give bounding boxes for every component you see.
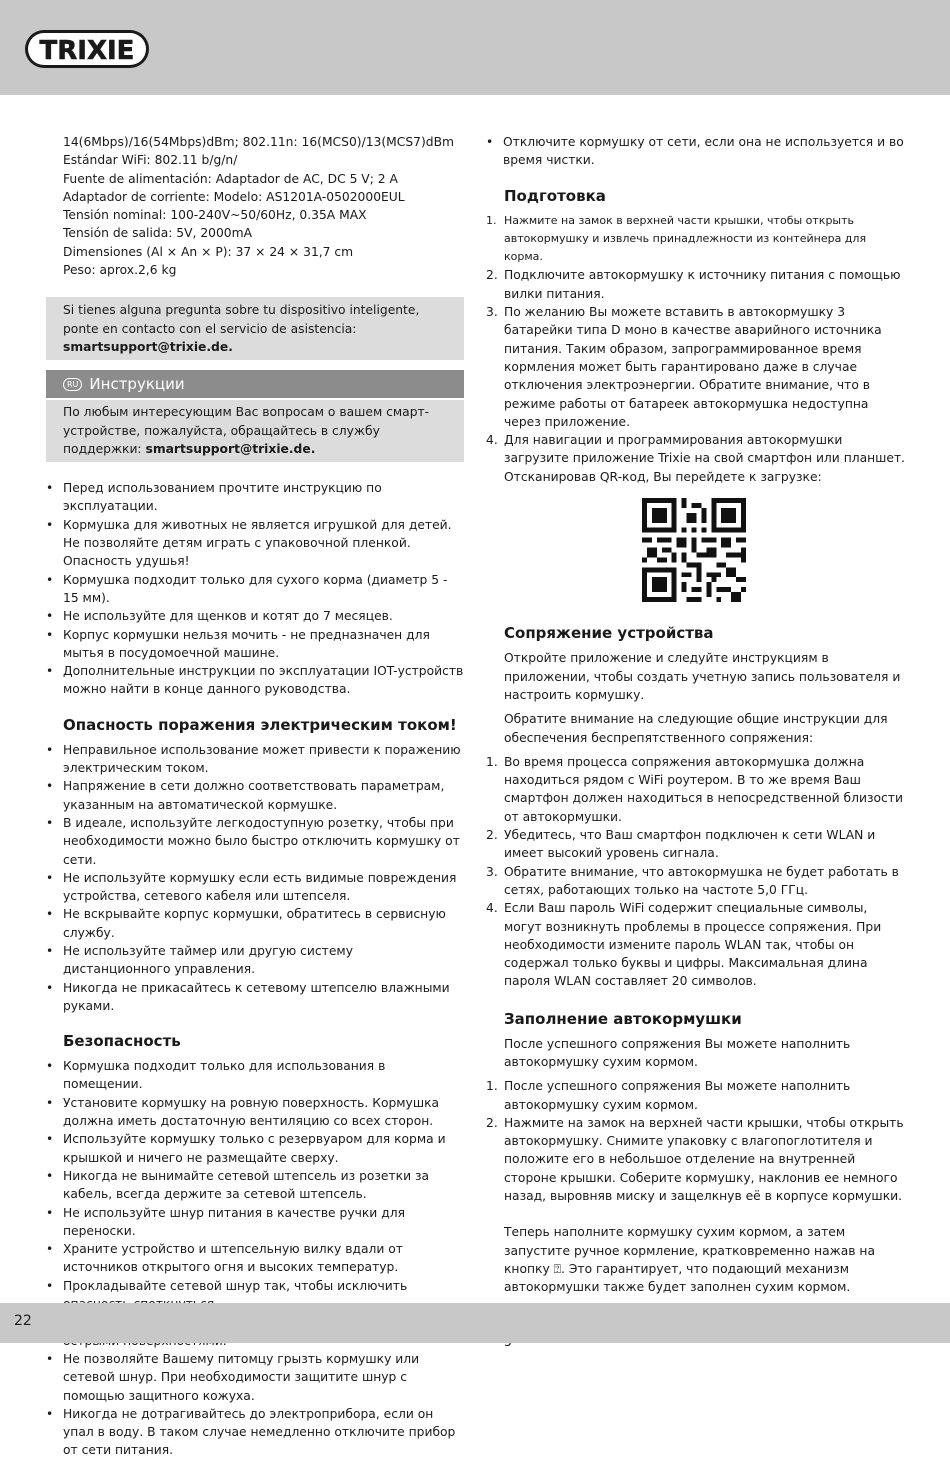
page-footer bbox=[0, 1303, 950, 1343]
list-item: • Никогда не вынимайте сетевой штепсель из розетки за кабель, всегда держите за сетевой штепсель. bbox=[46, 1167, 464, 1204]
preparation-heading: Подготовка bbox=[504, 186, 606, 205]
top-bullet-list bbox=[486, 133, 906, 170]
page-number: 22 bbox=[14, 1313, 32, 1329]
list-item: • Неправильное использование может привести к поражению электрическим током. bbox=[46, 741, 464, 778]
electric-bullet-list bbox=[46, 741, 464, 1015]
es-support-email[interactable]: smartsupport@trixie.de. bbox=[63, 339, 233, 354]
list-item: 2. Убедитесь, что Ваш смартфон подключен к сети WLAN и имеет высокий уровень сигнала. bbox=[486, 828, 876, 861]
list-item: 4. Для навигации и программирования автокормушки загрузите приложение Trixie на свой смартфон или планшет. Отсканировав QR-код, Вы перейдете к загрузке: bbox=[486, 433, 906, 484]
list-item: • Установите кормушку на ровную поверхность. Кормушка должна иметь достаточную вентиляцию со всех сторон. bbox=[46, 1094, 464, 1131]
safety-heading: Безопасность bbox=[63, 1032, 181, 1051]
spec-line: Estándar WiFi: 802.11 b/g/n/ bbox=[63, 153, 238, 168]
left-column bbox=[46, 133, 464, 1460]
filling-paragraph-2: Теперь наполните кормушку сухим кормом, а затем запустите ручное кормление, кратковременно нажав на кнопку ⍰. Это гарантирует, что подающий механизм автокормушки также будет заполнен сухим кормом. bbox=[504, 1225, 875, 1295]
ru-support-box bbox=[46, 400, 464, 462]
list-item: 3. Обратите внимание, что автокормушка не будет работать в сетях, работающих только на частоте 5,0 ГГц. bbox=[486, 864, 899, 897]
svg-text:TRIXIE: TRIXIE bbox=[39, 36, 135, 66]
list-item: • Не используйте таймер или другую систему дистанционного управления. bbox=[46, 942, 464, 979]
list-item: • Перед использованием прочтите инструкцию по эксплуатации. bbox=[46, 479, 464, 516]
list-item: 2. Нажмите на замок на верхней части крышки, чтобы открыть автокормушку. Снимите упаковку с влагопоглотителя и положите его в небольшое отделение на внутренней стороне крышки. Соберите кормушку, наклонив ее немного назад, выровняв миску и защелкнув её в корпусе кормушки. bbox=[486, 1115, 904, 1204]
list-item: 1. Во время процесса сопряжения автокормушка должна находиться рядом с WiFi роутером. В то же время Ваш смартфон должен находиться в непосредственной близости от автокормушки. bbox=[486, 754, 903, 824]
spec-line: Adaptador de corriente: Modelo: AS1201A-0502000EUL bbox=[63, 189, 405, 204]
preparation-steps bbox=[486, 212, 906, 486]
list-item: • Дополнительные инструкции по эксплуатации IOT-устройств можно найти в конце данного руководства. bbox=[46, 662, 464, 699]
list-item: • Никогда не прикасайтесь к сетевому штепселю влажными руками. bbox=[46, 979, 464, 1016]
spec-line: Peso: aprox.2,6 kg bbox=[63, 263, 177, 278]
spec-line: Tensión de salida: 5V, 2000mA bbox=[63, 226, 253, 241]
list-item: • Кормушка подходит только для сухого корма (диаметр 5 - 15 мм). bbox=[46, 571, 464, 608]
list-item: • Никогда не дотрагивайтесь до электроприбора, если он упал в воду. В таком случае немедленно отключите прибор от сети питания. bbox=[46, 1405, 464, 1460]
ru-section-header bbox=[46, 370, 464, 398]
page-header bbox=[0, 0, 950, 95]
trixie-logo bbox=[22, 20, 152, 78]
ru-language-badge: RU bbox=[63, 378, 82, 391]
right-column bbox=[486, 133, 906, 1351]
list-item: • Не используйте кормушку если есть видимые повреждения устройства, сетевого кабеля или штепселя. bbox=[46, 869, 464, 906]
list-item: • Используйте кормушку только с резервуаром для корма и крышкой и ничего не размещайте сверху. bbox=[46, 1130, 464, 1167]
list-item: • Напряжение в сети должно соответствовать параметрам, указанным на автоматической кормушке. bbox=[46, 777, 464, 814]
safety-bullet-list bbox=[46, 1057, 464, 1460]
list-item: • Корпус кормушки нельзя мочить - не предназначен для мытья в посудомоечной машине. bbox=[46, 626, 464, 663]
list-item: 1. Нажмите на замок в верхней части крышки, чтобы открыть автокормушку и извлечь принадлежности из контейнера для корма. bbox=[486, 213, 867, 264]
spec-line: Dimensiones (Al × An × P): 37 × 24 × 31,7 cm bbox=[63, 244, 354, 259]
electric-hazard-heading: Опасность поражения электрическим током! bbox=[63, 715, 457, 734]
spec-line: Tensión nominal: 100-240V~50/60Hz, 0.35A MAX bbox=[63, 208, 367, 223]
filling-paragraph: После успешного сопряжения Вы можете наполнить автокормушку сухим кормом. bbox=[504, 1036, 851, 1069]
list-item: • Отключите кормушку от сети, если она не используется и во время чистки. bbox=[486, 133, 906, 170]
spec-line: 14(6Mbps)/16(54Mbps)dBm; 802.11n: 16(MCS0)/13(MCS7)dBm bbox=[63, 135, 454, 149]
list-item: 1. После успешного сопряжения Вы можете наполнить автокормушку сухим кормом. bbox=[486, 1079, 851, 1112]
list-item: • Не позволяйте Вашему питомцу грызть кормушку или сетевой шнур. При необходимости защитите шнур с помощью защитного кожуха. bbox=[46, 1350, 464, 1405]
ru-support-text: По любым интересующим Вас вопросам о вашем смарт-устройстве, пожалуйста, обращайтесь в службу поддержки: bbox=[63, 405, 430, 456]
ru-support-email[interactable]: smartsupport@trixie.de. bbox=[145, 441, 316, 456]
list-item: • Не используйте для щенков и котят до 7 месяцев. bbox=[46, 607, 464, 625]
ru-section-title: Инструкции bbox=[89, 375, 185, 394]
filling-heading: Заполнение автокормушки bbox=[504, 1009, 742, 1028]
pairing-steps bbox=[486, 753, 906, 991]
list-item: 3. По желанию Вы можете вставить в автокормушку 3 батарейки типа D моно в качестве аварийного источника питания. Таким образом, запрограммированное время кормления может быть гарантировано даже в случае отключения электроэнергии. Обратите внимание, что в режиме работы от батареек автокормушка недоступна через приложение. bbox=[486, 305, 882, 429]
qr-code[interactable] bbox=[642, 498, 746, 602]
pairing-paragraph: Откройте приложение и следуйте инструкциям в приложении, чтобы создать учетную запись пользователя и настроить кормушку. bbox=[504, 651, 901, 702]
list-item: • Не вскрывайте корпус кормушки, обратитесь в сервисную службу. bbox=[46, 905, 464, 942]
spec-line: Fuente de alimentación: Adaptador de AC, DC 5 V; 2 A bbox=[63, 171, 398, 186]
list-item: • В идеале, используйте легкодоступную розетку, чтобы при необходимости можно было быстро отключить кормушку от сети. bbox=[46, 814, 464, 869]
list-item: • Не используйте шнур питания в качестве ручки для переноски. bbox=[46, 1204, 464, 1241]
pairing-heading: Сопряжение устройства bbox=[504, 624, 714, 643]
spec-lines bbox=[46, 133, 464, 279]
list-item: • Храните устройство и штепсельную вилку вдали от источников открытого огня и высоких температур. bbox=[46, 1240, 464, 1277]
es-support-text: Si tienes alguna pregunta sobre tu dispositivo inteligente, ponte en contacto con el servicio de asistencia: bbox=[63, 303, 420, 336]
list-item: • Кормушка подходит только для использования в помещении. bbox=[46, 1057, 464, 1094]
list-item: • Прокладывайте сетевой шнур так, чтобы исключить bbox=[46, 1277, 464, 1314]
list-item: 2. Подключите автокормушку к источнику питания с помощью вилки питания. bbox=[486, 268, 901, 301]
general-bullet-list bbox=[46, 479, 464, 699]
list-item: • Кормушка для животных не является игрушкой для детей. Не позволяйте детям играть с упаковочной пленкой. Опасность удушья! bbox=[46, 516, 464, 571]
pairing-note: Обратите внимание на следующие общие инструкции для обеспечения беспрепятственного сопряжения: bbox=[504, 712, 888, 745]
list-item: 4. Если Ваш пароль WiFi содержит специальные символы, могут возникнуть проблемы в процессе сопряжения. При необходимости измените пароль WLAN так, чтобы он содержал только буквы и цифры. Максимальная длина пароля WLAN составляет 20 символов. bbox=[486, 901, 882, 989]
filling-steps bbox=[486, 1077, 906, 1205]
es-support-box bbox=[46, 297, 464, 360]
